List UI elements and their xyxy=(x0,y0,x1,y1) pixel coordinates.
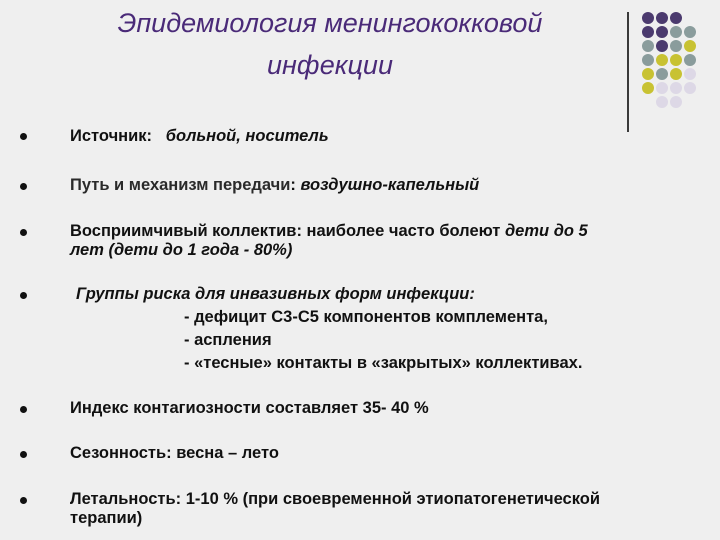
decorative-dot xyxy=(670,96,682,108)
bullet-icon xyxy=(20,497,27,504)
sub-item: - аспления xyxy=(184,331,272,349)
item-label: Восприимчивый коллектив xyxy=(70,222,297,240)
bullet-icon xyxy=(20,451,27,458)
item-value: дети до 5 xyxy=(504,222,588,240)
list-item-risk-groups xyxy=(76,285,706,373)
decorative-dot xyxy=(670,68,682,80)
decorative-dot xyxy=(656,96,668,108)
list-item-seasonality xyxy=(70,444,700,463)
decorative-dot xyxy=(656,40,668,52)
bullet-icon xyxy=(20,133,27,140)
item-label: Индекс контагиозности xyxy=(70,399,261,417)
decorative-dot xyxy=(656,26,668,38)
decorative-dot xyxy=(656,54,668,66)
item-label: Источник: xyxy=(70,127,153,145)
decorative-dot xyxy=(670,82,682,94)
decorative-dot xyxy=(656,82,668,94)
bullet-icon xyxy=(20,406,27,413)
decorative-dot xyxy=(684,40,696,52)
item-colon: : xyxy=(290,176,296,194)
decorative-dot xyxy=(670,12,682,24)
decorative-dot xyxy=(684,26,696,38)
item-label: Сезонность xyxy=(70,444,167,462)
bullet-icon xyxy=(20,292,27,299)
decorative-dot xyxy=(656,12,668,24)
list-item-transmission xyxy=(70,176,700,195)
list-item-susceptible xyxy=(70,222,700,260)
decorative-dot xyxy=(670,54,682,66)
decorative-dot xyxy=(642,12,654,24)
divider-line xyxy=(627,12,629,132)
item-line-2: лет (дети до 1 года - 80%) xyxy=(70,241,293,259)
item-label: Летальность xyxy=(70,490,176,508)
item-value: : 1-10 % (при своевременной этиопатогенетической xyxy=(175,490,600,508)
item-label: Группы риска для инвазивных форм инфекции xyxy=(76,285,470,303)
bullet-icon xyxy=(20,229,27,236)
decorative-dot xyxy=(684,82,696,94)
item-value: воздушно-капельный xyxy=(300,176,480,194)
item-label: Путь и механизм передачи xyxy=(70,176,291,194)
slide-title xyxy=(80,2,580,86)
item-line-2: терапии) xyxy=(70,509,143,527)
sub-item: - «тесные» контакты в «закрытых» коллективах. xyxy=(184,354,583,372)
decorative-dot xyxy=(656,68,668,80)
item-value: больной, носитель xyxy=(165,127,329,145)
decorative-dot xyxy=(684,54,696,66)
item-value: составляет 35- 40 % xyxy=(265,399,429,417)
list-item-lethality xyxy=(70,490,700,528)
decorative-dot xyxy=(642,54,654,66)
list-item-source xyxy=(70,127,700,146)
decorative-dot xyxy=(642,40,654,52)
item-colon: : xyxy=(469,285,475,303)
title-line-1: Эпидемиология менингококковой xyxy=(117,8,543,38)
decorative-dot xyxy=(642,82,654,94)
decorative-dot xyxy=(642,68,654,80)
list-item-contagion-index xyxy=(70,399,700,418)
decorative-dot xyxy=(642,26,654,38)
decorative-dot xyxy=(684,68,696,80)
item-value: : весна – лето xyxy=(166,444,279,462)
sub-item: - дефицит С3-С5 компонентов комплемента, xyxy=(184,308,548,326)
decorative-dot xyxy=(670,26,682,38)
decorative-dot xyxy=(670,40,682,52)
title-line-2: инфекции xyxy=(267,50,393,80)
item-text: : наиболее часто болеют xyxy=(296,222,501,240)
bullet-icon xyxy=(20,183,27,190)
